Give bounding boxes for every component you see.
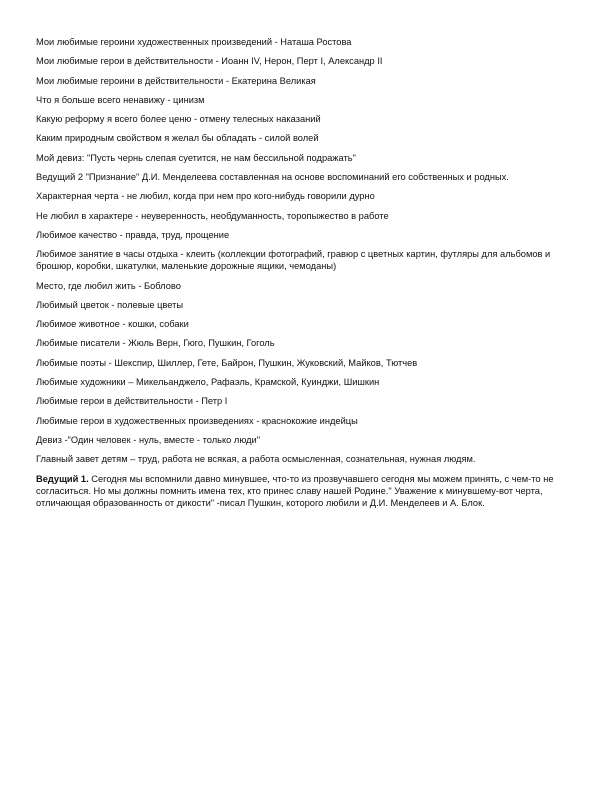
text-line: Мои любимые героини в действительности - Екатерина Великая: [36, 75, 316, 86]
text-line: Что я больше всего ненавижу - цинизм: [36, 94, 205, 105]
text-line: Любимые художники – Микельанджело, Рафаэль, Крамской, Куинджи, Шишкин: [36, 377, 380, 388]
text-line: Любимое качество - правда, труд, прощение: [36, 229, 230, 240]
speaker-label: Ведущий 1.: [36, 473, 89, 484]
text-line: Любимое занятие в часы отдыха - клеить (коллекции фотографий, гравюр с цветных картин, футляры для альбомов и брошюр, коробки, шкатулки, маленькие дорожные ящики, чемоданы): [36, 249, 551, 272]
text-line: Каким природным свойством я желал бы обладать - силой волей: [36, 133, 319, 144]
document-body: [36, 36, 581, 509]
text-line: Любимые поэты - Шекспир, Шиллер, Гете, Байрон, Пушкин, Жуковский, Майков, Тютчев: [36, 357, 418, 368]
text-line: Главный завет детям – труд, работа не всякая, а работа осмысленная, сознательная, нужная людям.: [36, 454, 476, 465]
text-line: Любимый цветок - полевые цветы: [36, 299, 184, 310]
text-line: Мой девиз: "Пусть чернь слепая суетится, не нам бессильной подражать": [36, 152, 356, 163]
text-line: Любимые писатели - Жюль Верн, Гюго, Пушкин, Гоголь: [36, 338, 275, 349]
text-line: Мои любимые герои в действительности - Иоанн IV, Нерон, Перт I, Александр II: [36, 56, 383, 67]
text-line: Место, где любил жить - Боблово: [36, 280, 181, 291]
text-line: Девиз -"Один человек - нуль, вместе - только люди": [36, 434, 261, 445]
text-line: Любимое животное - кошки, собаки: [36, 319, 189, 330]
closing-paragraph-text: Сегодня мы вспомнили давно минувшее, что-то из прозвучавшего сегодня мы можем принять, с чем-то не согласиться. Но мы должны помнить имена тех, кто принес славу нашей Родине." Уважение к минувшему-вот черта, отличающая образованность от дикости" -писал Пушкин, которого любили и Д.И. Менделеев и А. Блок.: [36, 473, 554, 509]
text-line: Мои любимые героини художественных произведений - Наташа Ростова: [36, 37, 352, 47]
text-line: Любимые герои в художественных произведениях - краснокожие индейцы: [36, 415, 358, 426]
text-line: Не любил в характере - неуверенность, необдуманность, торопыжество в работе: [36, 210, 389, 221]
text-line: Любимые герои в действительности - Петр I: [36, 396, 228, 407]
closing-paragraph: [36, 473, 581, 510]
text-line: Характерная черта - не любил, когда при нем про кого-нибудь говорили дурно: [36, 191, 375, 202]
text-line: Ведущий 2 "Признание" Д.И. Менделеева составленная на основе воспоминаний его собственных и родных.: [36, 172, 509, 183]
text-line: Какую реформу я всего более ценю - отмену телесных наказаний: [36, 114, 321, 125]
